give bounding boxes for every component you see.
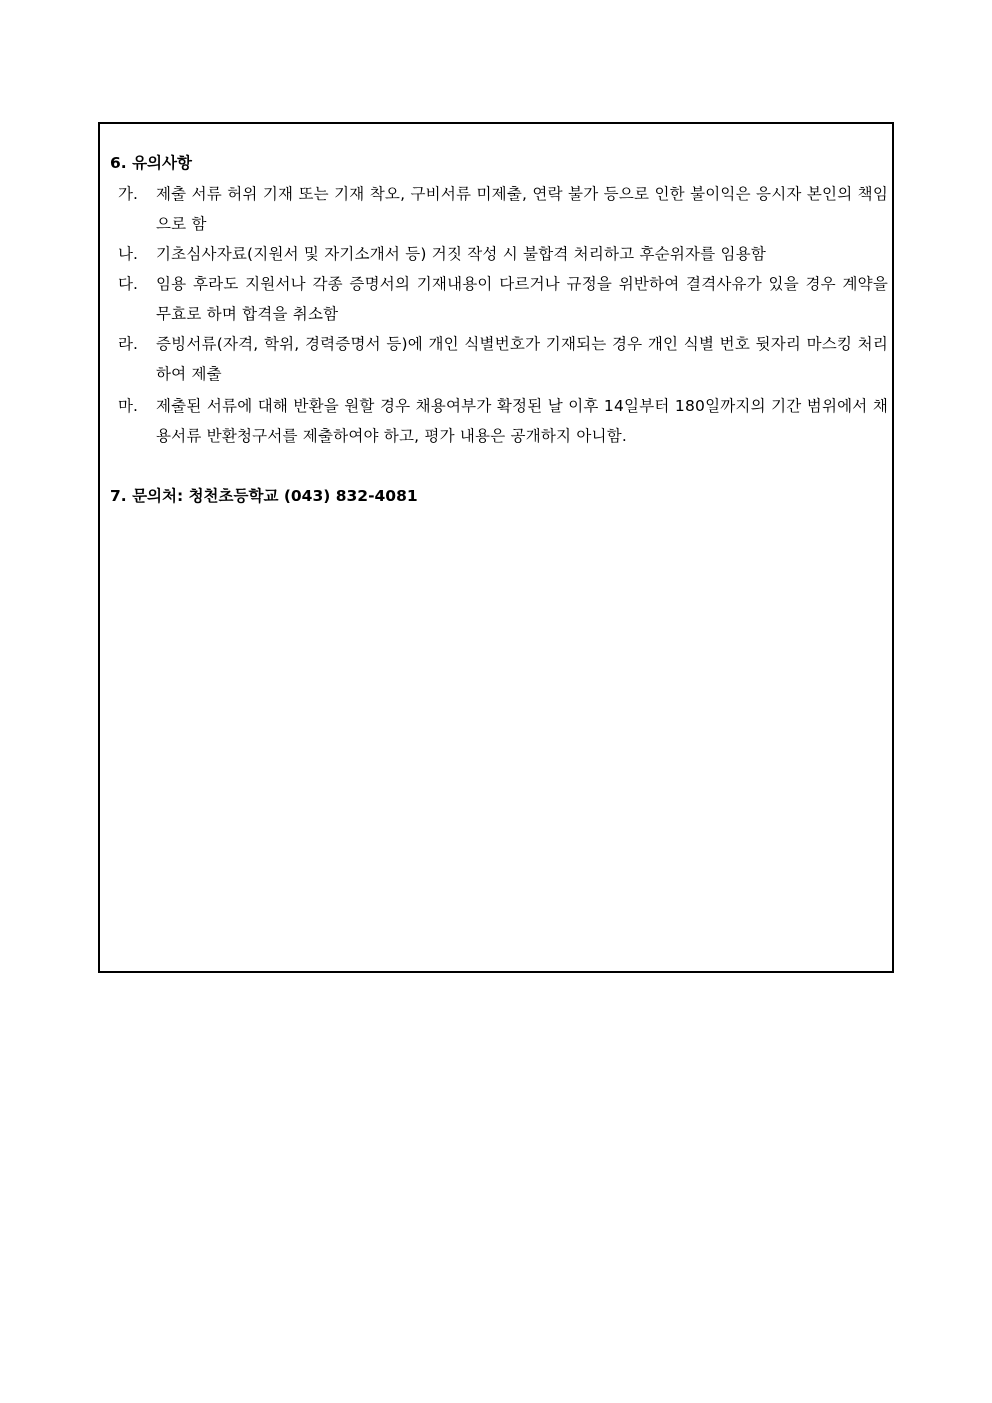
item-marker: 마. xyxy=(118,397,138,415)
item-text: 제출 서류 허위 기재 또는 기재 착오, 구비서류 미제출, 연락 불가 등으로 인한 불이익은 응시자 본인의 책임으로 함 xyxy=(156,185,888,233)
item-marker: 다. xyxy=(118,275,138,293)
item-marker: 라. xyxy=(118,335,138,353)
item-text: 기초심사자료(지원서 및 자기소개서 등) 거짓 작성 시 불합격 처리하고 후순위자를 임용함 xyxy=(156,245,766,263)
item-text: 증빙서류(자격, 학위, 경력증명서 등)에 개인 식별번호가 기재되는 경우 개인 식별 번호 뒷자리 마스킹 처리하여 제출 xyxy=(156,335,888,383)
item-text: 임용 후라도 지원서나 각종 증명서의 기재내용이 다르거나 규정을 위반하여 결격사유가 있을 경우 계약을 무효로 하며 합격을 취소함 xyxy=(156,275,888,323)
notice-item-ga xyxy=(118,179,888,239)
notice-box xyxy=(98,122,894,973)
notice-item-ra xyxy=(118,329,888,389)
item-text: 제출된 서류에 대해 반환을 원할 경우 채용여부가 확정된 날 이후 14일부터 180일까지의 기간 범위에서 채용서류 반환청구서를 제출하여야 하고, 평가 내용은 공개하지 아니함. xyxy=(156,397,888,445)
section-6-heading: 6. 유의사항 xyxy=(110,154,192,172)
item-marker: 나. xyxy=(118,245,138,263)
item-marker: 가. xyxy=(118,185,138,203)
notice-item-na xyxy=(118,239,888,269)
notice-item-da xyxy=(118,269,888,329)
section-7-contact: 7. 문의처: 청천초등학교 (043) 832-4081 xyxy=(110,487,418,505)
notice-item-ma xyxy=(118,391,888,451)
